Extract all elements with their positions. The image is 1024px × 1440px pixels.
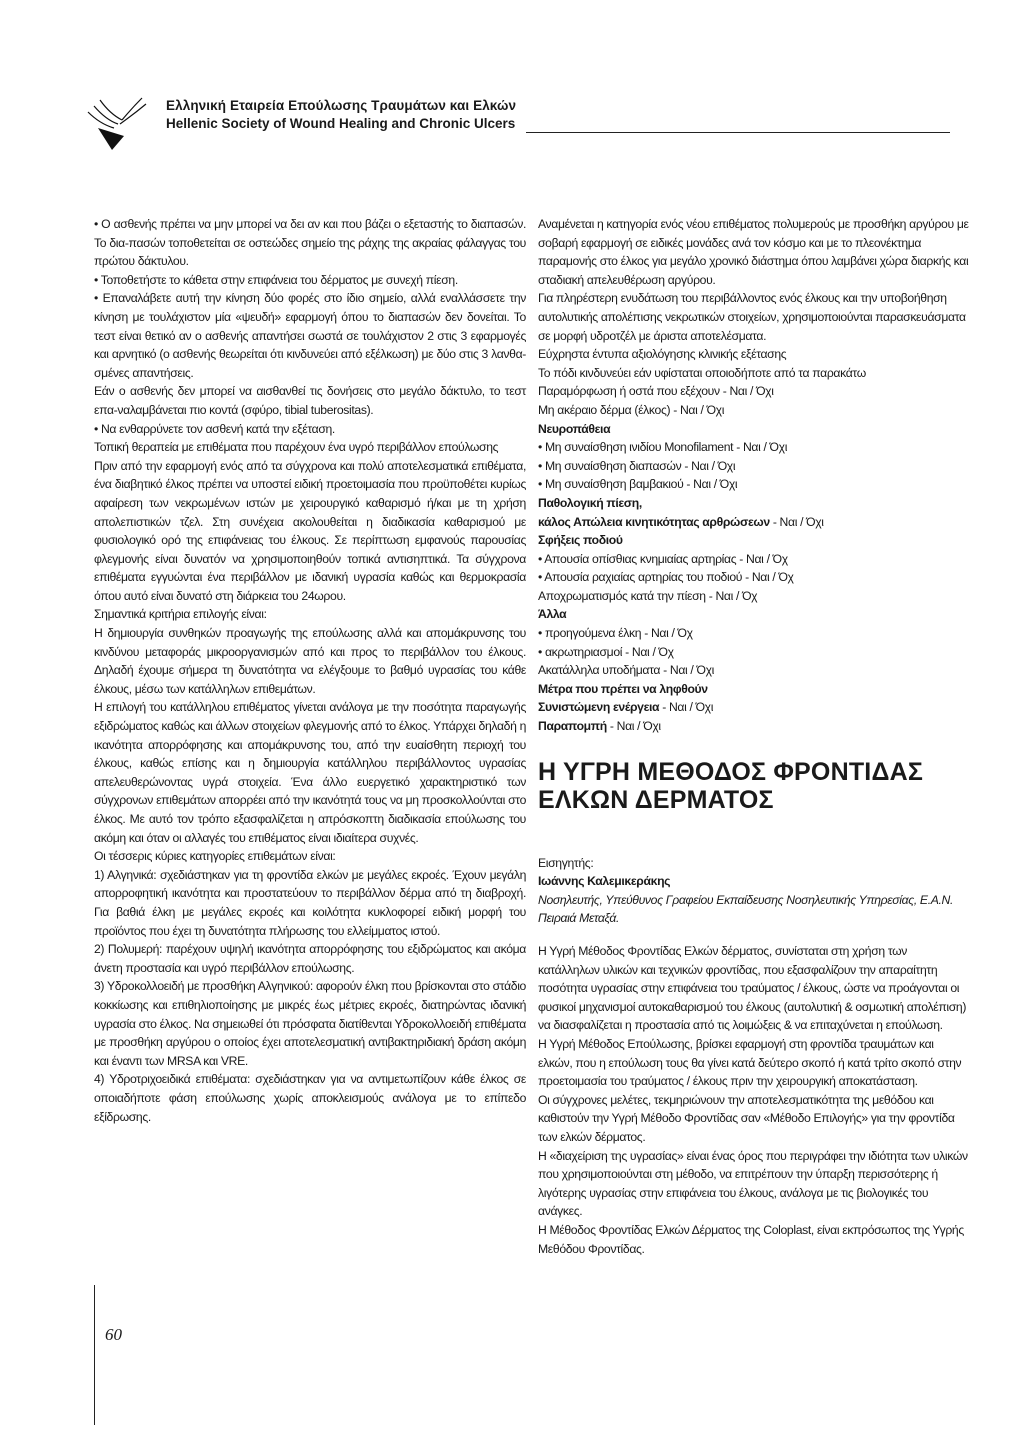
paragraph: Πριν από την εφαρμογή ενός από τα σύγχρονα και πολύ αποτελεσματικά επιθέματα, ένα διαβητικό έλκος πρέπει να υποστεί ειδική προετοιμασία που προϋποθέτει κυρίως αφαίρεση των νεκρωμένων ιστών με χειρουργικό καθαρισμό ή/και με τη χρήση απολεπιστικών τζελ. Στη συνέχεια ακολουθείται η διαδικασία καθαρισμού με φυσιολογικό ορό της επιφάνειας του έλκους. Σε περίπτωση εμφανούς παρουσίας φλεγμονής είναι δυνατόν να χρησιμοποιηθούν τοπικά αντισηπτικά. Τα σύγχρονα επιθέματα εγγυώνται ένα περιβάλλον με ιδανική υγρασία καθώς και θερμοκρασία όπου αυτό είναι δυνατό στη διάρκεια του 24ωρου. (94, 458, 526, 603)
checklist-item: • Μη συναίσθηση βαμβακιού - Ναι / Όχι (538, 477, 738, 492)
action-answer: - Ναι / Όχι (659, 700, 714, 715)
page-number: 60 (105, 1325, 122, 1344)
checklist-item: • Μη συναίσθηση διαπασών - Ναι / Όχι (538, 458, 736, 473)
pulse-heading: Σφήξεις ποδιού (538, 533, 623, 548)
measures-heading: Μέτρα που πρέπει να ληφθούν (538, 681, 708, 696)
paragraph: Οι τέσσερις κύριες κατηγορίες επιθεμάτων είναι: (94, 849, 336, 864)
paragraph: Αναμένεται η κατηγορία ενός νέου επιθέματος πολυμερούς με προσθήκη αργύρου με σοβαρή εφαρμογή σε ειδικές μονάδες ανά τον κόσμο και με το πλεονέκτημα παραμονής στο έλκος για μεγάλο χρονικό διάστημα όπου λαμβάνει χώρα διαρκής και σταδιακή απελευθέρωση αργύρου. (538, 217, 969, 287)
paragraph: Η επιλογή του κατάλληλου επιθέματος γίνεται ανάλογα με την ποσότητα παραγωγής εξιδρώματος καθώς και άλλων στοιχείων φλεγμονής από το έλκος. Υπάρχει δηλαδή η ικανότητα απορρόφησης και απομάκρυνσης του, από την ευαίσθητη περιοχή του έλκους, καθώς επίσης και η δημιουργία κατάλληλου περιβάλλοντος υγρασίας απελευθερώνοντας υγρά στοιχεία. Ένα άλλο ευεργετικό χαρακτηριστικό των σύγχρονων επιθεμάτων απορρέει από την ικανότητά τους να μη προσκολλούνται στο έλκος. Με αυτό τον τρόπο εξασφαλίζεται η απρόσκοπτη διαδικασία επούλωσης του ακόμη και όταν οι αλλαγές του επιθέματος είναι ιδιαίτερα συχνές. (94, 700, 526, 845)
paragraph: Η Υγρή Μέθοδος Επούλωσης, βρίσκει εφαρμογή στη φροντίδα τραυμάτων και ελκών, που η επούλωση τους θα γίνει κατά δεύτερο σκοπό ή κατά τρίτο σκοπό στην προετοιμασία του τραύματος / έλκους πριν την χειρουργική αποκατάσταση. (538, 1036, 962, 1089)
referral-answer: - Ναι / Όχι (606, 719, 661, 734)
paragraph: Η «διαχείριση της υγρασίας» είναι ένας όρος που περιγράφει την ιδιότητα των υλικών που χρησιμοποιούνται στη μέθοδο, να επιτρέπουν την ύπαρξη περισσότερης ή λιγότερης υγρασίας στην επιφάνεια του έλκους, ανάλογα με τις βιολογικές του ανάγκες. (538, 1148, 968, 1219)
paragraph: Η Υγρή Μέθοδος Φροντίδας Ελκών δέρματος, συνίσταται στη χρήση των κατάλληλων υλικών και τεχνικών φροντίδας, που εξασφαλίζουν την απαραίτητη ποσότητα υγρασίας στην επιφάνεια του τραύματος / έλκους, ώστε να προάγονται οι φυσικοί μηχανισμοί αυτοκαθαρισμού του έλκους (αυτολυτική & οσμωτική απολέπιση) να διασφαλίζεται η προστασία από τις λοιμώξεις & να επιταχύνεται η επούλωση. (538, 944, 967, 1033)
checklist-item: • Απουσία οπίσθιας κνημιαίας αρτηρίας - Ναι / Όχ (538, 551, 788, 566)
paragraph: 2) Πολυμερή: παρέχουν υψηλή ικανότητα απορρόφησης του εξιδρώματος και ακόμα άνετη προστασία και υγρό περιβάλλον επούλωσης. (94, 942, 526, 975)
other-heading: Άλλα (538, 607, 567, 622)
checklist-item: • Μη συναίσθηση ινιδίου Monofilament - Ναι / Όχι (538, 440, 788, 455)
paragraph: Παραμόρφωση ή οστά που εξέχουν - Ναι / Όχι (538, 384, 774, 399)
neuropathy-heading: Νευροπάθεια (538, 421, 611, 436)
right-column (538, 215, 970, 1258)
action-heading: Συνιστώμενη ενέργεια (538, 700, 660, 715)
paragraph: 3) Υδροκολλοειδή με προσθήκη Αλγηνικού: αφορούν έλκη που βρίσκονται στο στάδιο κοκκίωσης και επιθηλιοποίησης με μικρές έως μέτριες εκροές, διατηρώντας ιδανική υγρασία στο έλκος. Να σημειωθεί ότι πρόσφατα διατίθενται Υδροκολλοειδή επιθέματα με προσθήκη αργύρου ο οποίος έχει αποτελεσματική αντιβακτηριδιακή δράση ακόμη και έναντι των MRSA και VRE. (94, 979, 526, 1068)
joint-line (538, 513, 970, 532)
society-name (166, 98, 516, 131)
society-name-english: Hellenic Society of Wound Healing and Chronic Ulcers (166, 116, 516, 131)
paragraph: Σημαντικά κριτήρια επιλογής είναι: (94, 607, 267, 622)
paragraph: Τοπική θεραπεία με επιθέματα που παρέχουν ένα υγρό περιβάλλον επούλωσης (94, 440, 499, 455)
paragraph: • Επαναλάβετε αυτή την κίνηση δύο φορές στο ίδιο σημείο, αλλά εναλλάσσετε την κίνηση με τουλάχιστον μία «ψευδή» εφαρμογή όπου το διαπασών δεν δονείται. Το τεστ είναι θετικό αν ο ασθενής απαντήσει σωστά σε τουλάχιστον 2 στις 3 εφαρμογές και αρνητικό (ο ασθενής θεωρείται ότι κινδυνεύει από εξέλκωση) με δύο στις 3 λανθα-σμένες απαντήσεις. (94, 291, 526, 380)
paragraph: Η Μέθοδος Φροντίδας Ελκών Δέρματος της Coloplast, είναι εκπρόσωπος της Υγρής Μεθόδου Φροντίδας. (538, 1222, 964, 1256)
paragraph: Για πληρέστερη ενυδάτωση του περιβάλλοντος ενός έλκους και την υποβοήθηση αυτολυτικής απολέπισης νεκρωτικών στοιχείων, χρησιμοποιούνται παρασκευάσματα σε μορφή υδροτζέλ με άριστα αποτελέσματα. (538, 291, 966, 343)
paragraph: Εάν ο ασθενής δεν μπορεί να αισθανθεί τις δονήσεις στο μεγάλο δάκτυλο, το τεστ επα-ναλαμβάνεται πιο κοντά (σφύρο, tibial tuberositas). (94, 384, 526, 417)
checklist-item: Αποχρωματισμός κατά την πίεση - Ναι / Όχ (538, 588, 758, 603)
society-name-greek: Ελληνική Εταιρεία Επούλωσης Τραυμάτων και Ελκών (166, 98, 517, 113)
header-divider (526, 132, 950, 133)
speaker-affiliation: Νοσηλευτής, Υπεύθυνος Γραφείου Εκπαίδευσης Νοσηλευτικής Υπηρεσίας, Ε.Α.Ν. Πειραιά Μεταξά. (538, 892, 954, 926)
joint-heading: κάλος Απώλεια κινητικότητας αρθρώσεων (538, 514, 770, 529)
paragraph: • Ο ασθενής πρέπει να μην μπορεί να δει αν και που βάζει ο εξεταστής το διαπασών. Το δια-πασών τοποθετείται σε οστεώδες σημείο της ράχης της ακραίας φάλαγγας του πρώτου δάκτυλου. (94, 217, 526, 269)
checklist-item: • προηγούμενα έλκη - Ναι / Όχ (538, 626, 693, 641)
paragraph: 1) Αλγηνικά: σχεδιάστηκαν για τη φροντίδα ελκών με μεγάλες εκροές. Έχουν μεγάλη απορροφητική ικανότητα και προστατεύουν το περιβάλλον δέρμα από τη διαβροχή. Για βαθιά έλκη με μεγάλες εκροές και κοιλότητα κυκλοφορεί ειδική μορφή του προϊόντος που έχει τη δυνατότητα πλήρωσης του ελλείμματος ιστού. (94, 867, 526, 938)
checklist-item: • ακρωτηριασμοί - Ναι / Όχ (538, 644, 674, 659)
journal-header (80, 92, 950, 152)
checklist-item: Ακατάλληλα υποδήματα - Ναι / Όχι (538, 663, 714, 678)
speaker-label: Εισηγητής: (538, 855, 594, 870)
left-column (94, 215, 526, 1126)
paragraph: 4) Υδροτριχοειδικά επιθέματα: σχεδιάστηκαν για να αντιμετωπίζουν κάθε έλκος σε οποιαδήποτε φάση επούλωσης χωρίς αποκλεισμούς ανάλογα με το επίπεδο εξίδρωσης. (94, 1072, 526, 1124)
paragraph: Οι σύγχρονες μελέτες, τεκμηριώνουν την αποτελεσματικότητα της μεθόδου και καθιστούν την Υγρή Μέθοδο Φροντίδας σαν «Μέθοδο Επιλογής» για την φροντίδα των ελκών δέρματος. (538, 1092, 955, 1144)
joint-answer: - Ναι / Όχι (769, 514, 824, 529)
checklist-item: • Απουσία ραχιαίας αρτηρίας του ποδιού - Ναι / Όχ (538, 570, 794, 585)
article-title: Η ΥΓΡΗ ΜΕΘΟΔΟΣ ΦΡΟΝΤΙΔΑΣ ΕΛΚΩΝ ΔΕΡΜΑΤΟΣ (538, 757, 924, 814)
paragraph: • Τοποθετήστε το κάθετα στην επιφάνεια του δέρματος με συνεχή πίεση. (94, 272, 458, 287)
action-line (538, 698, 970, 717)
paragraph: Η δημιουργία συνθηκών προαγωγής της επούλωσης αλλά και απομάκρυνσης του κινδύνου μεταφοράς μικροοργανισμών από και προς το περιβάλλον του έλκους. Δηλαδή έχουμε σήμερα τη δυνατότητα να ελέγξουμε το βαθμό υγρασίας του κάθε έλκους, μέσω των κατάλληλων επιθεμάτων. (94, 626, 526, 696)
speaker-name: Ιωάννης Καλεμικεράκης (538, 874, 671, 889)
referral-line (538, 717, 970, 736)
spacer (538, 928, 970, 942)
footer-divider (94, 1285, 95, 1425)
paragraph: • Να ενθαρρύνετε τον ασθενή κατά την εξέταση. (94, 421, 335, 436)
paragraph: Το πόδι κινδυνεύει εάν υφίσταται οποιοδήποτε από τα παρακάτω (538, 365, 866, 380)
paragraph: Εύχρηστα έντυπα αξιολόγησης κλινικής εξέτασης (538, 347, 787, 362)
paragraph: Μη ακέραιο δέρμα (έλκος) - Ναι / Όχι (538, 402, 725, 417)
pressure-heading: Παθολογική πίεση, (538, 495, 642, 510)
referral-heading: Παραπομπή (538, 719, 607, 734)
society-logo (80, 92, 158, 152)
